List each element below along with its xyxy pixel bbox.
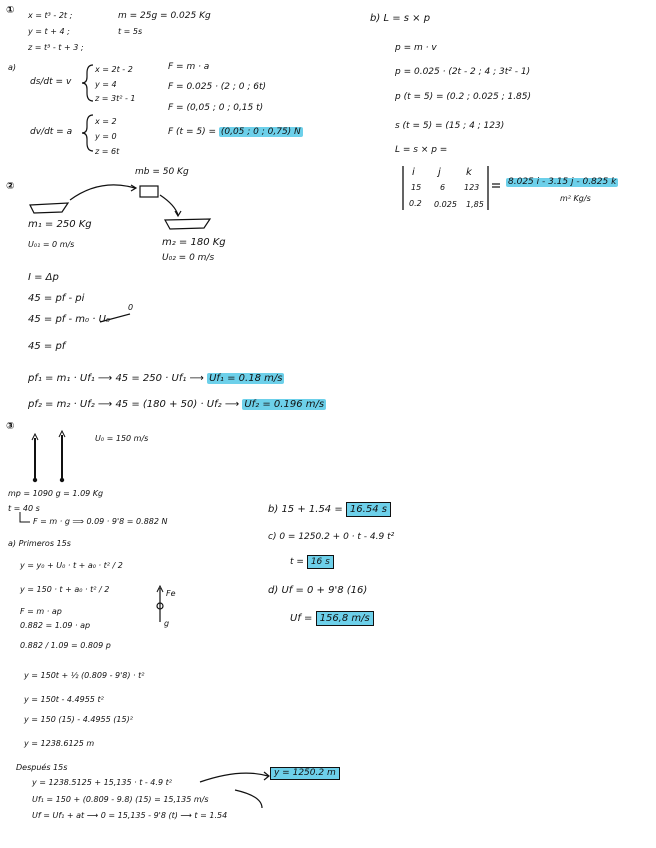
ds-dt: ds/dt = v	[30, 77, 72, 87]
impulse-eq-1: 45 = pf - pi	[28, 293, 85, 304]
final-velocity-1-answer: Uf₁ = 0.18 m/s	[209, 373, 283, 384]
weight-calc: F = m · g ⟹ 0.09 · 9'8 = 0.882 N	[33, 517, 168, 526]
time-to-apex: Uf = Uf₁ + at ⟶ 0 = 15,135 - 9'8 (t) ⟶ t = 1.54	[32, 811, 228, 820]
angular-momentum-def: L = s × p	[383, 13, 431, 24]
impulse-eq-3: 45 = pf	[28, 341, 66, 352]
position-at-15: y = 150 (15) - 4.4955 (15)²	[24, 715, 133, 724]
newton-sub: 0.882 = 1.09 · ap	[20, 621, 91, 630]
final-velocity-1-eq: pf₁ = m₁ · Uf₁ ⟶ 45 = 250 · Uf₁ ⟶ Uf₁ = 0.18 m/s	[28, 373, 283, 384]
angular-momentum-units: m² Kg/s	[560, 194, 591, 203]
det-r2-c1: 0.2	[409, 199, 422, 208]
a-z: z = 6t	[95, 147, 120, 156]
v-x: x = 2t - 2	[95, 65, 133, 74]
boat-2	[165, 219, 210, 229]
dv-dt: dv/dt = a	[30, 127, 73, 137]
det-r2-c2: 0.025	[434, 200, 457, 209]
det-r1-c3: 123	[464, 183, 480, 192]
det-r1-c1: 15	[411, 183, 422, 192]
mass: m = 25g = 0.025 Kg	[118, 11, 211, 21]
det-r2-c3: 1,85	[466, 200, 484, 209]
boat-2-velocity: U₀₂ = 0 m/s	[162, 253, 215, 263]
part-3d-result: Uf = 156,8 m/s	[290, 614, 374, 624]
part-3c-answer: 16 s	[307, 555, 334, 569]
block-mass: mb = 50 Kg	[135, 167, 189, 177]
zero-mark: 0	[128, 303, 134, 312]
force-vec: F = (0,05 ; 0 ; 0,15 t)	[168, 103, 264, 113]
part-3c: c) 0 = 1250.2 + 0 · t - 4.9 t²	[268, 532, 395, 542]
time: t = 5s	[118, 27, 143, 36]
cross-product: L = s × p =	[395, 145, 448, 155]
eq-z: z = t³ - t + 3 ;	[28, 43, 84, 52]
after-position-eq: y = 1238.5125 + 15,135 · t - 4.9 t²	[32, 778, 172, 787]
fe-label: Fe	[166, 589, 176, 598]
after-15s-title: Después 15s	[16, 763, 68, 772]
momentum-sub: p = 0.025 · (2t - 2 ; 4 ; 3t² - 1)	[395, 67, 531, 77]
part-3b-answer: 16.54 s	[346, 502, 391, 517]
v-y: y = 4	[95, 80, 117, 89]
position-simplified: y = 150t - 4.4955 t²	[24, 695, 104, 704]
block-mb	[140, 186, 158, 197]
boat-1	[30, 203, 68, 213]
acceleration-brace	[82, 115, 93, 151]
unit-k: k	[466, 167, 472, 178]
momentum-at-5: p (t = 5) = (0.2 ; 0.025 ; 1.85)	[395, 92, 532, 102]
eq-y: y = t + 4 ;	[28, 27, 70, 36]
velocity-brace	[82, 65, 93, 101]
max-height-answer: y = 1250.2 m	[270, 767, 340, 780]
projectile-time: t = 40 s	[8, 504, 40, 513]
position-general: y = y₀ + U₀ · t + a₀ · t² / 2	[20, 561, 123, 570]
first-15s-title: Primeros 15s	[18, 539, 71, 548]
velocity-after-15: Uf₁ = 150 + (0.809 - 9.8) (15) = 15,135 m/s	[32, 795, 209, 804]
position-sub: y = 150 · t + a₀ · t² / 2	[20, 585, 110, 594]
force-sub: F = 0.025 · (2 ; 0 ; 6t)	[168, 82, 267, 92]
problem-2-number: ②	[6, 181, 15, 192]
a-x: x = 2	[95, 117, 117, 126]
boat-1-mass: m₁ = 250 Kg	[28, 219, 92, 230]
force-at-5: F (t = 5) = (0,05 ; 0 ; 0,75) N	[168, 127, 301, 137]
boat-1-velocity: U₀₁ = 0 m/s	[28, 240, 75, 249]
v-z: z = 3t² - 1	[95, 94, 136, 103]
position-result: y = 1238.6125 m	[24, 739, 95, 748]
impulse-def: I = Δp	[28, 272, 59, 283]
problem-1-number: ①	[6, 5, 15, 16]
projectile-mass: mp = 1090 g = 1.09 Kg	[8, 489, 104, 498]
problem-3-number: ③	[6, 421, 15, 432]
final-velocity-2-answer: Uf₂ = 0.196 m/s	[244, 399, 325, 410]
newton-law: F = m · ap	[20, 607, 62, 616]
unit-j: j	[438, 167, 441, 178]
force-answer: (0,05 ; 0 ; 0,75) N	[220, 127, 301, 137]
part-3c-result: t = 16 s	[290, 558, 334, 567]
g-label: g	[164, 619, 170, 628]
part-a-label: a)	[8, 63, 17, 72]
unit-i: i	[412, 167, 415, 178]
a-y: y = 0	[95, 132, 117, 141]
angular-momentum-answer: 8.025 i - 3.15 j - 0.825 k	[508, 177, 617, 187]
impulse-eq-2: 45 = pf - m₀ · U₀	[28, 314, 110, 325]
boat-2-mass: m₂ = 180 Kg	[162, 237, 226, 248]
part-3d: d) Uf = 0 + 9'8 (16)	[268, 585, 368, 596]
final-velocity-2-eq: pf₂ = m₂ · Uf₂ ⟶ 45 = (180 + 50) · Uf₂ ⟶ Uf₂ = 0.196 m/s	[28, 399, 325, 410]
eq-x: x = t³ - 2t ;	[28, 11, 73, 20]
momentum-def: p = m · v	[395, 43, 437, 53]
position-accel: y = 150t + ½ (0.809 - 9'8) · t²	[24, 671, 145, 680]
det-r1-c2: 6	[440, 183, 446, 192]
force-law: F = m · a	[168, 62, 210, 72]
acceleration-calc: 0.882 / 1.09 = 0.809 p	[20, 641, 111, 650]
jump-arrow-1	[70, 185, 135, 200]
position-at-5: s (t = 5) = (15 ; 4 ; 123)	[395, 121, 505, 131]
part-3b: b) 15 + 1.54 = 16.54 s	[268, 505, 391, 515]
initial-velocity: U₀ = 150 m/s	[95, 434, 149, 443]
part-b-label: b) L = s × p	[370, 13, 431, 24]
part-3a-label: a) Primeros 15s	[8, 539, 71, 548]
part-3d-answer: 156,8 m/s	[316, 611, 374, 626]
